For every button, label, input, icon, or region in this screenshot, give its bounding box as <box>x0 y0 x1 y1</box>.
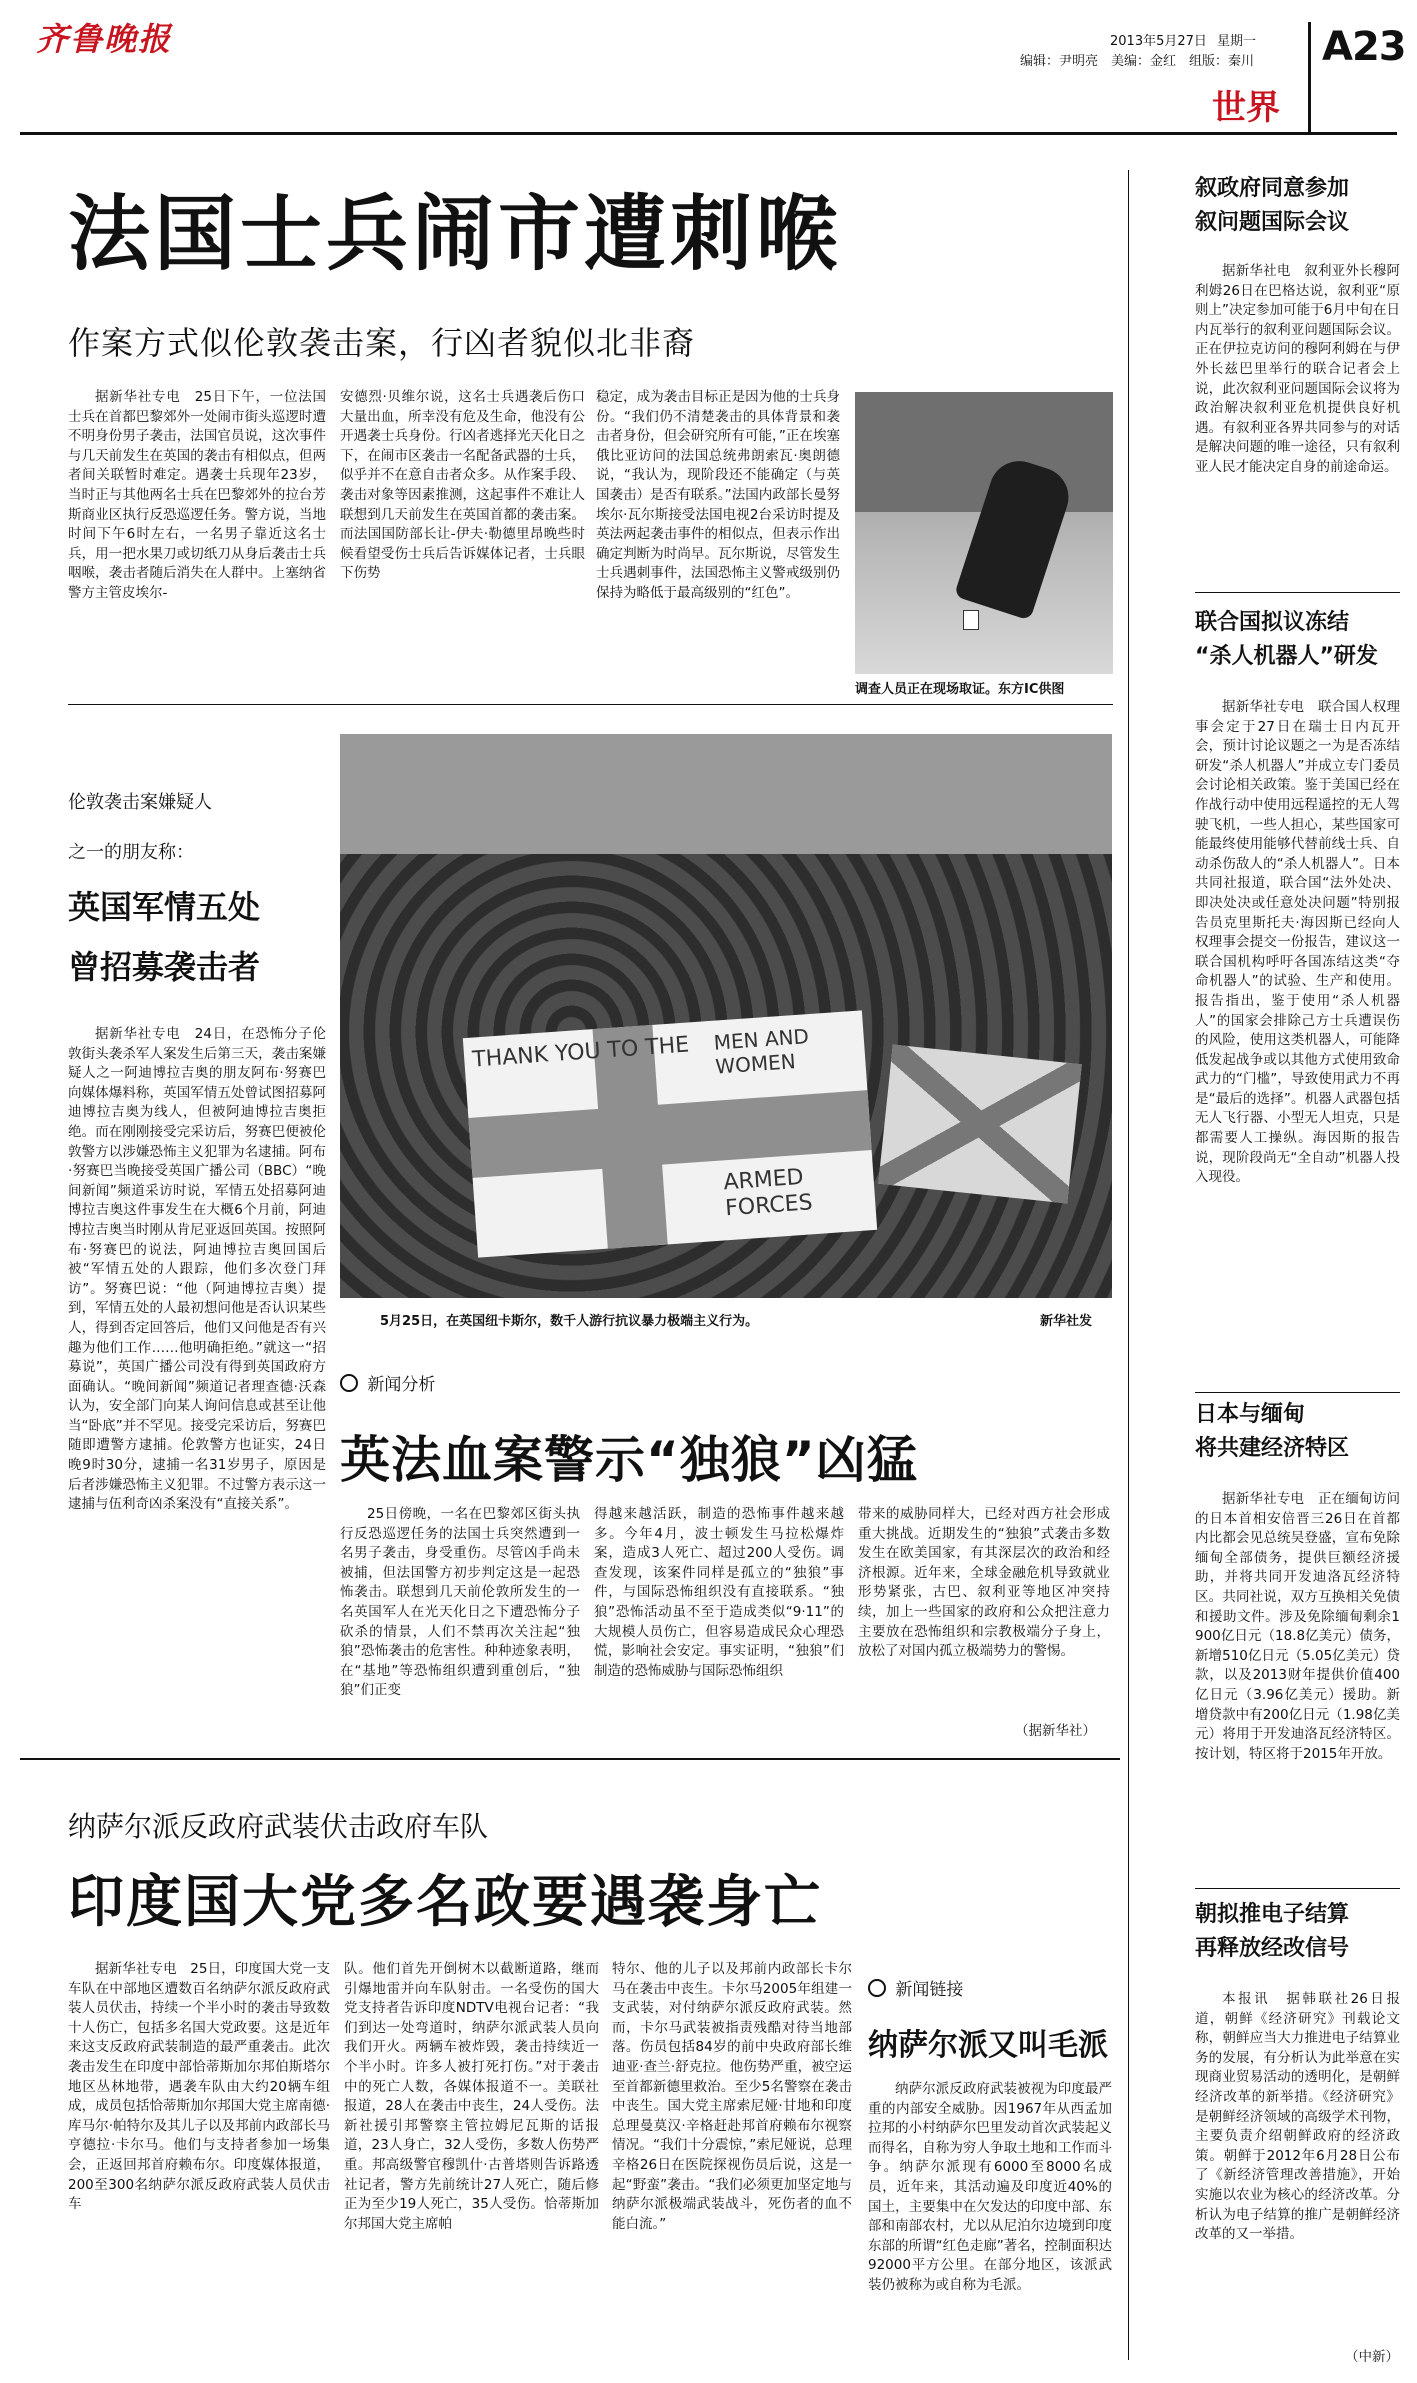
india-column-3 <box>612 1960 852 2360</box>
lead-headline: 法国士兵闹市遭刺喉 <box>68 187 843 282</box>
photo-wall <box>855 392 1113 512</box>
feature-body <box>68 1025 326 1603</box>
link-body-text: 纳萨尔派反政府武装被视为印度最严重的内部安全威胁。因1967年从西孟加拉邦的小村纳萨尔巴里发动首次武装起义而得名，自称为穷人争取土地和工作而斗争。纳萨尔派现有6000至8000名成员，近年来，其活动遍及印度近40%的国土，主要集中在欠发达的印度中部、东部和南部农村，尤以从尼泊尔边境到印度东部的所谓“红色走廊”著名，控制面积达92000平方公里。在部分地区，该派武装仍被称为或自称为毛派。 <box>868 2081 1112 2293</box>
photo-evidence-marker <box>963 610 979 630</box>
india-col3-text: 特尔、他的儿子以及邦前内政部长卡尔马在袭击中丧生。卡尔马2005年组建一支武装，对付纳萨尔派反政府武装。然而，卡尔马武装被指责残酷对待当地部落。伤员包括84岁的前中央政府部长维迪亚·查兰·舒克拉。他伤势严重，被空运至首都新德里救治。至少5名警察在袭击中丧生。国大党主席索尼娅·甘地和印度总理曼莫汉·辛格赶赴邦首府赖布尔视察情况。“我们十分震惊，”索尼娅说，总理辛格26日在医院探视伤员后说，这是一起“野蛮”袭击。“我们必须更加坚定地与纳萨尔派极端武装战斗，死伤者的血不能白流。” <box>612 1961 852 2232</box>
lead-subhead: 作案方式似伦敦袭击案，行凶者貌似北非裔 <box>68 324 696 362</box>
feature-title-1: 英国军情五处 <box>68 888 261 926</box>
brief-4-text: 本报讯 据韩联社26日报道，朝鲜《经济研究》刊载论文称，朝鲜应当大力推进电子结算业务的发展，有分析认为此举意在实现商业贸易活动的透明化，是朝鲜经济改革的新举措。《经济研究》是朝鲜经济领域的高级学术刊物，主要负责介绍朝鲜政府的经济政策。朝鲜于2012年6月28日公布了《新经济管理改善措施》，开始实施以农业为核心的经济改革。分析认为电子结算的推广是朝鲜经济改革的又一举措。 <box>1195 1991 1400 2243</box>
analysis-col2-text: 得越来越活跃，制造的恐怖事件越来越多。今年4月，波士顿发生马拉松爆炸案，造成3人死亡、超过200人受伤。调查发现，该案件同样是孤立的“独狼”事件，与国际恐怖组织没有直接联系。“独狼”恐怖活动虽不至于造成类似“9·11”的大规模人员伤亡，但容易造成民众心理恐慌，影响社会安定。事实证明，“独狼”们制造的恐怖威胁与国际恐怖组织 <box>594 1506 844 1679</box>
analysis-tag-icon <box>340 1374 358 1392</box>
analysis-column-2 <box>594 1505 844 1740</box>
brief-4-credit: （中新） <box>1345 2349 1399 2365</box>
brief-2-title-2: “杀人机器人”研发 <box>1195 644 1378 669</box>
brief-1-title-1: 叙政府同意参加 <box>1195 176 1350 201</box>
protest-photo <box>340 734 1112 1298</box>
link-title: 纳萨尔派又叫毛派 <box>868 2028 1108 2063</box>
analysis-credit: （据新华社） <box>1015 1723 1096 1739</box>
india-col2-text: 队。他们首先开倒树木以截断道路，继而引爆地雷并向车队射击。一名受伤的国大党支持者告诉印度NDTV电视台记者：“我们到达一处弯道时，纳萨尔派武装人员向我们开火。两辆车被炸毁，袭击持续近一个半小时。许多人被打死打伤。”对于袭击中的死亡人数，各媒体报道不一。美联社报道，28人在袭击中丧生，24人受伤。法新社援引邦警察主管拉姆尼瓦斯的话报道，23人身亡，32人受伤，多数人伤势严重。邦高级警官穆凯什·古普塔则告诉路透社记者，警方先前统计27人死亡，随后修正为至少19人死亡，35人受伤。恰蒂斯加尔邦国大党主席帕 <box>344 1961 599 2232</box>
section-name: 世界 <box>1212 88 1280 128</box>
photo-flag-union <box>878 1044 1082 1203</box>
link-tag-label: 新闻链接 <box>895 1980 964 2000</box>
lead-col2-text: 安德烈·贝维尔说，这名士兵遇袭后伤口大量出血，所幸没有危及生命，他没有公开遇袭士兵身份。行凶者逃择光天化日之下，在闹市区袭击一名配备武器的士兵，似乎并不在意自击者众多。从作案手段、袭击对象等因素推测，这起事件不难让人联想到几天前发生在英国首都的袭击案。而法国国防部长让-伊夫·勒德里昂晚些时候看望受伤士兵后告诉媒体记者，士兵眼下伤势 <box>340 389 585 582</box>
lead-col1-text: 据新华社专电 25日下午，一位法国士兵在首都巴黎郊外一处闹市街头巡逻时遭不明身份男子袭击，法国官员说，这次事件与几天前发生在英国的袭击有相似点，但两者间关联暂时难定。遇袭士兵现年23岁，当时正与其他两名士兵在巴黎郊外的拉台芳斯商业区执行反恐巡逻任务。警方说，当地时间下午6时左右，一名男子靠近这名士兵，用一把水果刀或切纸刀从身后袭击士兵咽喉，袭击者随后消失在人群中。上塞纳省警方主管皮埃尔- <box>68 389 326 601</box>
india-headline: 印度国大党多名政要遇袭身亡 <box>68 1870 822 1935</box>
page-number: A23 <box>1322 24 1406 70</box>
date-text: 2013年5月27日 <box>1110 34 1207 49</box>
link-tag <box>868 1975 963 2000</box>
analysis-col3-text: 带来的威胁同样大，已经对西方社会形成重大挑战。近期发生的“独狼”式袭击多数发生在欧美国家，有其深层次的政治和经济根源。近年来，全球金融危机导致就业形势紧张，古巴、叙利亚等地区冲突持续，加上一些国家的政府和公众把注意力主要放在恐怖组织和宗教极端分子身上，放松了对国内孤立极端势力的警惕。 <box>858 1506 1110 1660</box>
brief-2-title-1: 联合国拟议冻结 <box>1195 610 1350 635</box>
big-photo-credit: 新华社发 <box>1040 1314 1093 1329</box>
analysis-headline: 英法血案警示“独狼”凶猛 <box>340 1431 918 1489</box>
india-col1-text: 据新华社专电 25日，印度国大党一支车队在中部地区遭数百名纳萨尔派反政府武装人员伏击，持续一个半小时的袭击导致数十人伤亡，包括多名国大党政要。这是近年来这支反政府武装制造的最严重袭击。此次袭击发生在印度中部恰蒂斯加尔邦伯斯塔尔地区丛林地带，遇袭车队由大约20辆车组成，成员包括恰蒂斯加尔邦国大党主席南德·库马尔·帕特尔及其儿子以及邦前内政部长马亨德拉·卡尔马。他们与支持者参加一场集会，正返回邦首府赖布尔。印度媒体报道，200至300名纳萨尔派反政府武装人员伏击车 <box>68 1961 330 2213</box>
link-body <box>868 2080 1112 2360</box>
lead-column-1 <box>68 388 326 688</box>
feature-kicker-1: 伦敦袭击案嫌疑人 <box>68 792 212 813</box>
brief-4-body <box>1195 1990 1400 2345</box>
brief-3-text: 据新华社专电 正在缅甸访问的日本首相安倍晋三26日在首都内比都会见总统吴登盛，宣布免除缅甸全部债务，提供巨额经济援助，并将共同开发迪洛瓦经济特区。共同社说，双方互换相关免债和援助文件。涉及免除缅甸剩余1900亿日元（18.8亿美元）债务，新增510亿日元（5.05亿美元）贷款，以及2013财年提供价值400亿日元（3.96亿美元）援助。新增贷款中有200亿日元（1.98亿美元）将用于开发迪洛瓦经济特区。按计划，特区将于2015年开放。 <box>1195 1491 1400 1762</box>
brief-4-title-1: 朝拟推电子结算 <box>1195 1902 1350 1927</box>
brief-1-text: 据新华社电 叙利亚外长穆阿利姆26日在巴格达说，叙利亚“原则上”决定参加可能于6月中旬在日内瓦举行的叙利亚问题国际会议。正在伊拉克访问的穆阿利姆在与伊外长兹巴里举行的联合记者会上说，此次叙利亚问题国际会议将为政治解决叙利亚危机提供良好机遇。有叙利亚各界共同参与的对话是解决问题的唯一途径，只有叙利亚人民才能决定自身的前途命运。 <box>1195 263 1400 475</box>
lead-bottom-rule <box>68 704 1113 705</box>
brief-1-body <box>1195 262 1400 587</box>
feature-title-2: 曾招募袭击者 <box>68 948 261 986</box>
feature-body-text: 据新华社专电 24日，在恐怖分子伦敦街头袭杀军人案发生后第三天，袭击案嫌疑人之一阿迪博拉吉奥的朋友阿布·努赛巴向媒体爆料称，英国军情五处曾试图招募阿迪博拉吉奥为线人，但被阿迪博拉吉奥拒绝。而在刚刚接受完采访后，努赛巴便被伦敦警方以涉嫌恐怖主义犯罪为名逮捕。阿布·努赛巴当晚接受英国广播公司（BBC）“晚间新闻”频道采访时说，军情五处招募阿迪博拉吉奥这件事发生在大概6个月前，阿迪博拉吉奥当时刚从肯尼亚返回英国。按照阿布·努赛巴的说法，阿迪博拉吉奥回国后被“军情五处的人跟踪，他们多次登门拜访”。努赛巴说：“他（阿迪博拉吉奥）提到，军情五处的人最初想问他是否认识某些人，得到否定回答后，他们又问他是否有兴趣为他们工作……他明确拒绝。”就这一“招募说”，英国广播公司没有得到英国政府方面确认。“晚间新闻”频道记者理查德·沃森认为，安全部门向某人询问信息或甚至让他当“卧底”并不罕见。接受完采访后，努赛巴随即遭警方逮捕。伦敦警方也证实，24日晚9时30分，逮捕一名31岁男子，原因是后者涉嫌恐怖主义犯罪。不过警方表示这一逮捕与伍利奇凶杀案没有“直接关系”。 <box>68 1026 326 1513</box>
lead-col3-text: 稳定，成为袭击目标正是因为他的士兵身份。“我们仍不清楚袭击的具体背景和袭击者身份，但会研究所有可能，”正在埃塞俄比亚访问的法国总统弗朗索瓦·奥朗德说，“我认为，现阶段还不能确定（与英国袭击）是否有联系。”法国内政部长曼努埃尔·瓦尔斯接受法国电视2台采访时提及英法两起袭击事件的相似点，但表示作出确定判断为时尚早。瓦尔斯说，尽管发生士兵遇刺事件，法国恐怖主义警戒级别仍保持为略低于最高级别的“红色”。 <box>596 389 840 601</box>
analysis-column-1 <box>340 1505 580 1740</box>
india-kicker: 纳萨尔派反政府武装伏击政府车队 <box>68 1810 489 1843</box>
india-column-1 <box>68 1960 330 2360</box>
brief-2-text: 据新华社专电 联合国人权理事会定于27日在瑞士日内瓦开会，预计讨论议题之一为是否冻结研发“杀人机器人”并成立专门委员会讨论相关政策。鉴于美国已经在作战行动中使用远程遥控的无人驾驶飞机，一些人担心，某些国家可能最终使用能够代替前线士兵、自动杀伤敌人的“杀人机器人”。日本共同社报道，联合国“法外处决、即决处决或任意处决问题”特别报告员克里斯托夫·海因斯已经向人权理事会提交一份报告，建议这一联合国机构呼吁各国冻结这类“夺命机器人”的试验、生产和使用。报告指出，鉴于使用“杀人机器人”的国家会排除己方士兵遭误伤的风险，使用这类机器人，可能降低发起战争或以其他方式使用致命武力的“门槛”，导致使用武力不再是“最后的选择”。机器人武器包括无人飞行器、小型无人坦克，只是都需要人工操纵。海因斯的报告说，现阶段尚无“全自动”机器人投入现役。 <box>1195 699 1400 1186</box>
page-divider-vertical <box>1308 22 1311 132</box>
lead-column-3 <box>596 388 840 688</box>
brief-4-title-2: 再释放经改信号 <box>1195 1936 1350 1961</box>
crime-scene-photo <box>855 392 1113 674</box>
brief-3-body <box>1195 1490 1400 1880</box>
big-photo-caption: 5月25日，在英国纽卡斯尔，数千人游行抗议暴力极端主义行为。 <box>380 1314 759 1329</box>
photo-flag-banner <box>463 1010 877 1257</box>
weekday-text: 星期一 <box>1217 34 1257 49</box>
analysis-column-3 <box>858 1505 1110 1715</box>
masthead-rule <box>20 132 1397 135</box>
brief-2-rule <box>1195 1392 1400 1393</box>
feature-kicker-2: 之一的朋友称： <box>68 842 194 863</box>
lead-column-2 <box>340 388 585 688</box>
india-column-2 <box>344 1960 599 2360</box>
banner-text-2: MEN AND WOMEN <box>712 1024 810 1079</box>
brief-2-body <box>1195 698 1400 1388</box>
analysis-tag-label: 新闻分析 <box>367 1375 436 1395</box>
analysis-col1-text: 25日傍晚，一名在巴黎郊区街头执行反恐巡逻任务的法国士兵突然遭到一名男子袭击，身受重伤。尽管凶手尚未被捕，但法国警方初步判定这是一起恐怖袭击。联想到几天前伦敦所发生的一名英国军人在光天化日之下遭恐怖分子砍杀的情景，人们不禁再次关注起“独狼”恐怖袭击的危害性。种种迹象表明，在“基地”等恐怖组织遭到重创后，“独狼”们正变 <box>340 1506 580 1699</box>
brief-3-title-2: 将共建经济特区 <box>1195 1436 1350 1461</box>
brief-3-rule <box>1195 1888 1400 1889</box>
banner-text-1: THANK YOU TO THE <box>471 1032 690 1073</box>
small-photo-caption: 调查人员正在现场取证。东方IC供图 <box>855 682 1065 697</box>
link-tag-icon <box>868 1979 886 1997</box>
issue-date <box>1110 30 1256 49</box>
india-top-rule <box>20 1758 1120 1760</box>
brief-1-rule <box>1195 592 1400 593</box>
sidebar-divider <box>1128 170 1129 2360</box>
brief-3-title-1: 日本与缅甸 <box>1195 1402 1306 1427</box>
paper-logo: 齐鲁晚报 <box>36 20 173 58</box>
brief-1-title-2: 叙问题国际会议 <box>1195 210 1350 235</box>
banner-text-3: ARMED FORCES <box>722 1164 814 1222</box>
editors-line: 编辑：尹明亮 美编：金红 组版：秦川 <box>1020 54 1255 69</box>
analysis-tag <box>340 1370 435 1395</box>
